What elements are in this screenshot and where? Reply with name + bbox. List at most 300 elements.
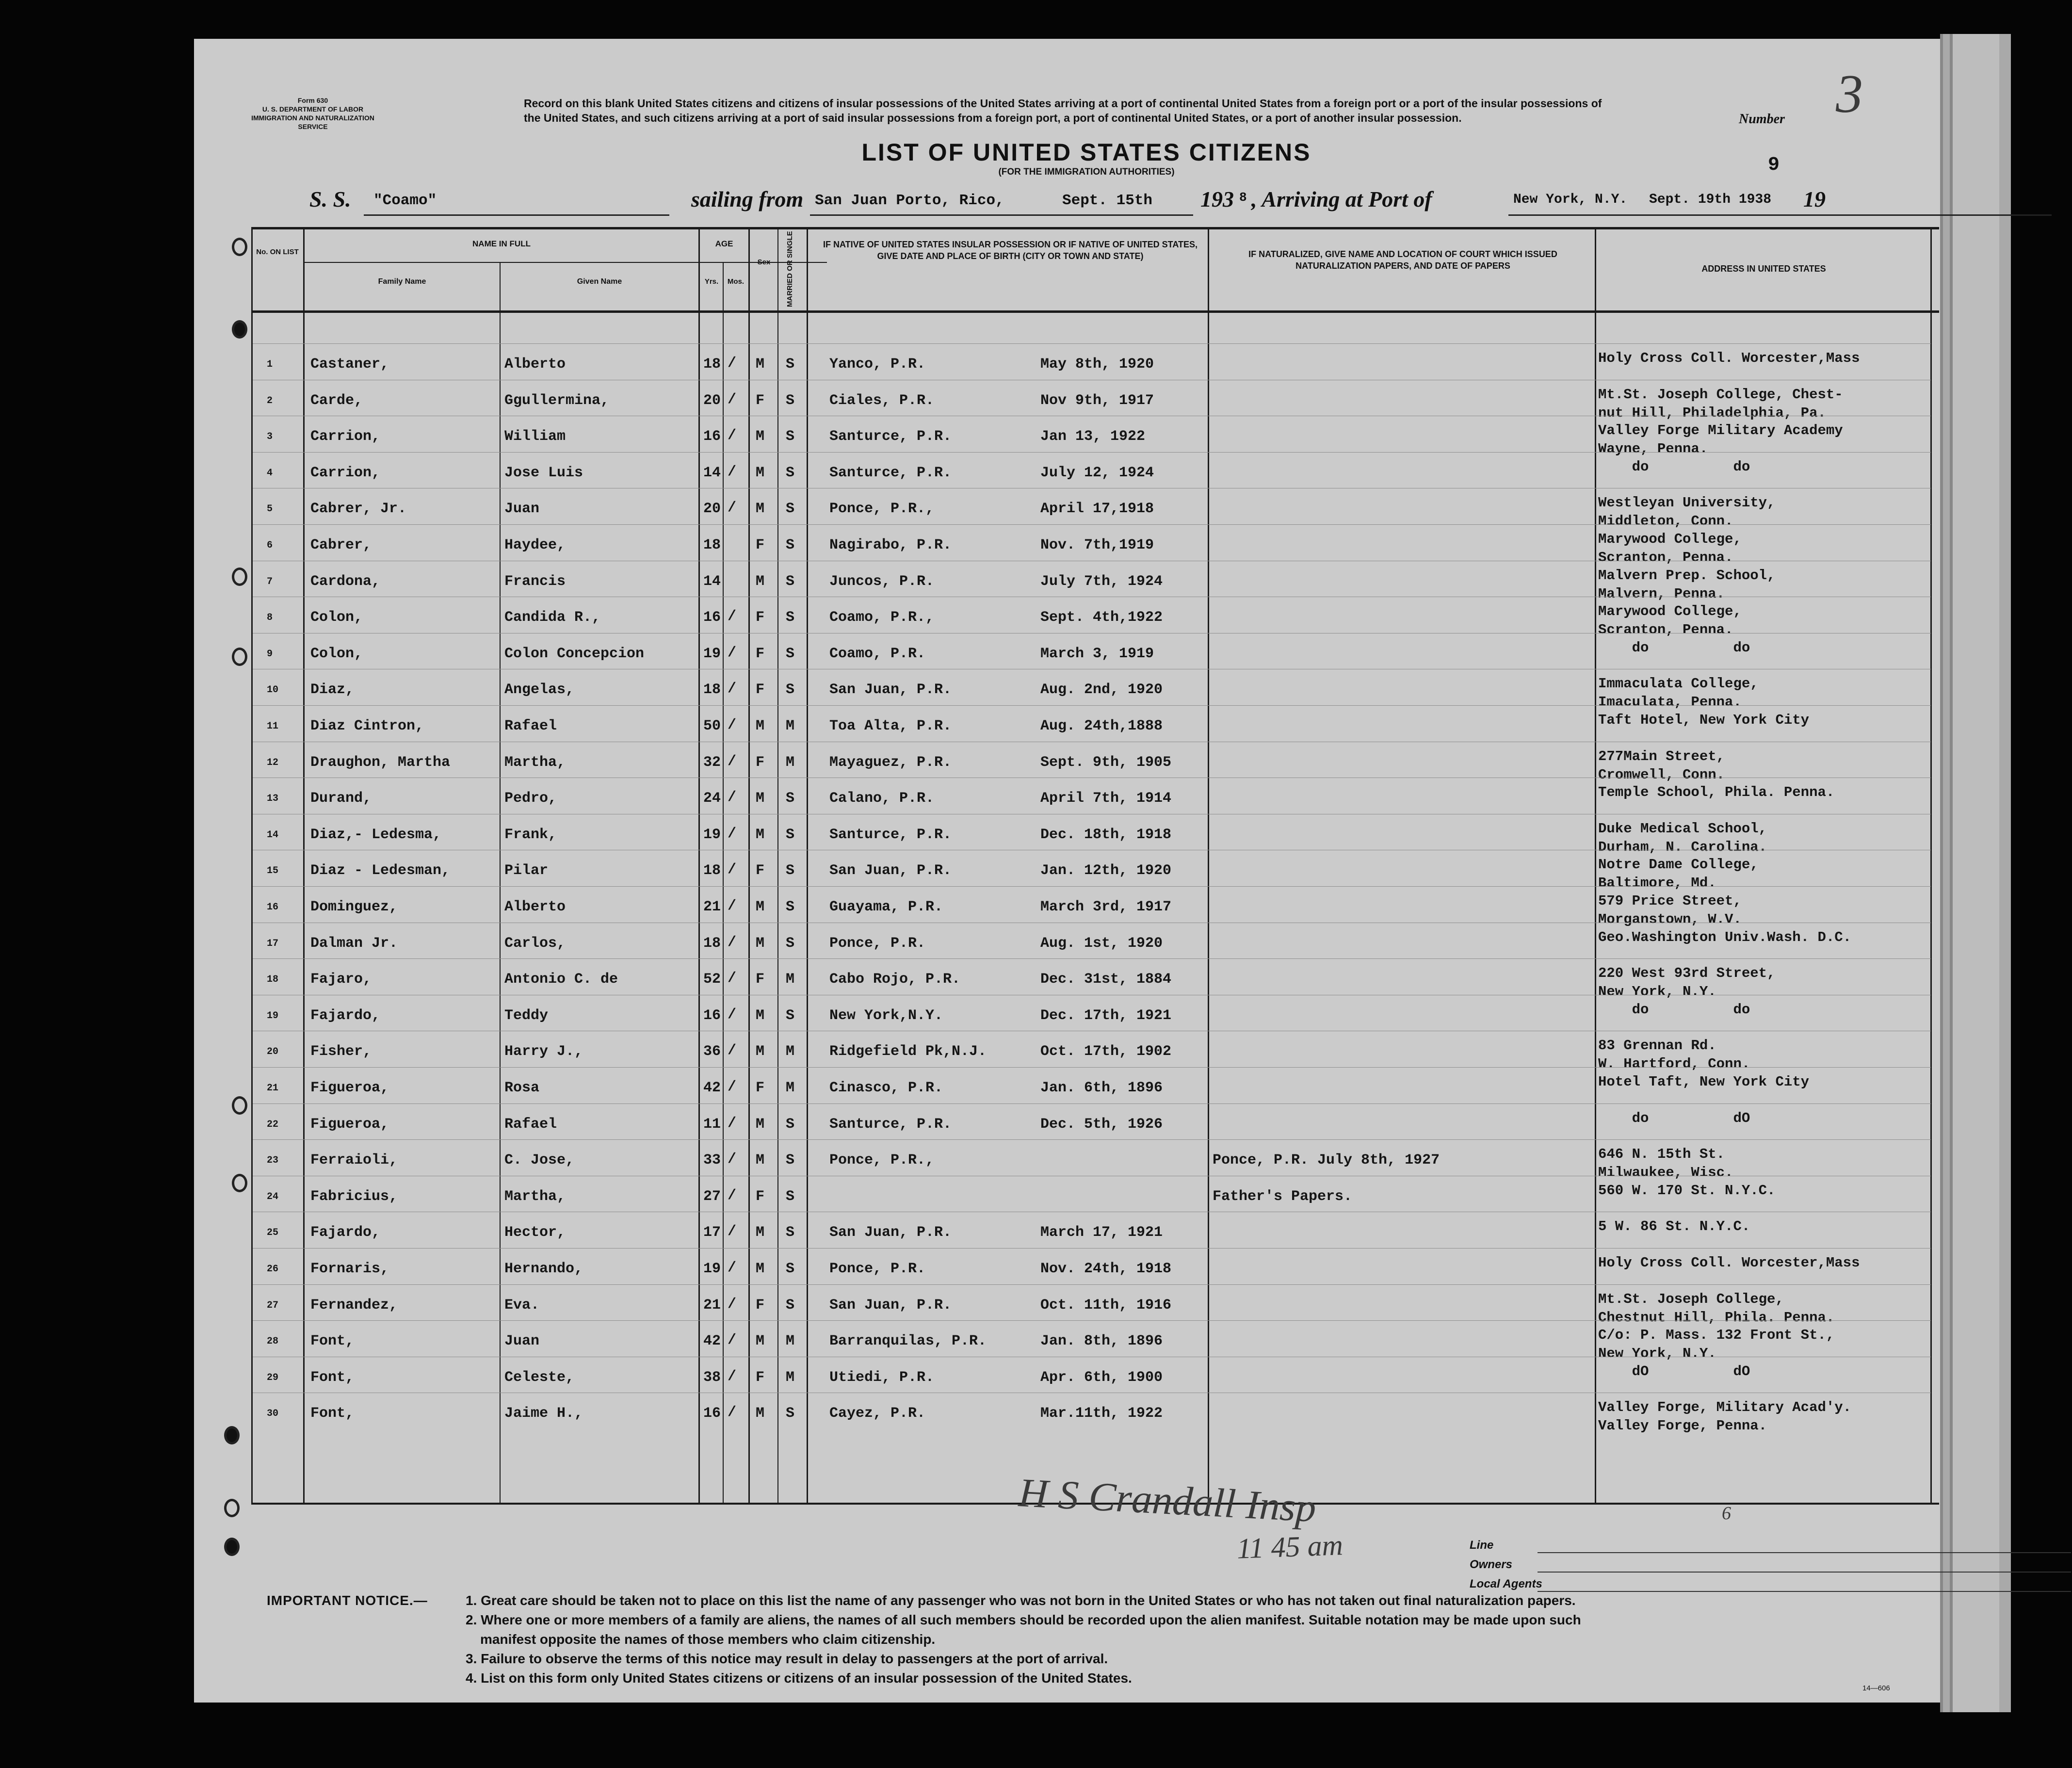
age-months: / [728,934,737,951]
us-address: 5 W. 86 St. N.Y.C. [1598,1218,1750,1235]
inspector-signature: H S Crandall Insp [1017,1470,1317,1531]
row-rule [253,1067,1931,1068]
row-number: 28 [267,1336,279,1347]
table-row [194,1144,1930,1180]
birth-date: March 3, 1919 [1040,645,1154,662]
arriving-label: , Arriving at Port of [1251,187,1432,211]
birth-date: Dec. 5th, 1926 [1040,1116,1163,1133]
table-row [194,927,1930,963]
marital-status: S [786,501,795,518]
row-rule [253,452,1931,453]
us-address: C/o: P. Mass. 132 Front St., New York, N.Y. [1598,1327,1835,1362]
sex: F [756,971,765,988]
given-name: Harry J., [504,1043,583,1060]
family-name: Ferraioli, [310,1152,398,1169]
handwritten-time: 11 45 am [1236,1529,1344,1565]
ss-label: S. S. [309,187,351,211]
family-name: Colon, [310,609,363,626]
birth-date: July 12, 1924 [1040,464,1154,481]
col-header-name: NAME IN FULL [472,239,531,248]
us-address: Marywood College, Scranton, Penna. [1598,531,1742,566]
birth-date: Jan. 6th, 1896 [1040,1080,1163,1096]
birth-date: Jan. 12th, 1920 [1040,862,1172,879]
birth-place: Coamo, P.R. [829,645,926,662]
age-months: / [728,861,737,878]
sex: M [756,899,765,915]
marital-status: S [786,1297,795,1314]
us-address: dO dO [1598,1363,1750,1379]
sex: F [756,537,765,553]
marital-status: S [786,1007,795,1024]
birth-date: April 17,1918 [1040,501,1154,518]
birth-date: April 7th, 1914 [1040,790,1172,807]
birth-date: Sept. 4th,1922 [1040,609,1163,626]
sex: F [756,1369,765,1386]
given-name: Hernando, [504,1261,583,1277]
sailing-label: sailing from [691,187,804,211]
row-number: 14 [267,829,279,841]
birth-place: Mayaguez, P.R. [829,754,952,771]
birth-place: Nagirabo, P.R. [829,537,952,553]
us-address: Westleyan University, Middleton, Conn. [1598,495,1776,530]
birth-place: New York,N.Y. [829,1007,943,1024]
age-years: 18 [703,935,721,952]
sex: M [756,501,765,518]
age-years: 27 [703,1188,721,1205]
age-months: / [728,1115,737,1132]
row-number: 3 [267,431,273,443]
row-number: 6 [267,540,273,551]
age-years: 32 [703,754,721,771]
page-subtitle: (FOR THE IMMIGRATION AUTHORITIES) [998,167,1175,177]
age-months: / [728,970,737,987]
row-number: 26 [267,1264,279,1275]
birth-date: Oct. 11th, 1916 [1040,1297,1172,1314]
birth-place: Toa Alta, P.R. [829,718,952,734]
age-years: 16 [703,609,721,626]
birth-place: Barranquilas, P.R. [829,1333,987,1350]
birth-place: Santurce, P.R. [829,1116,952,1133]
marital-status: S [786,609,795,626]
page-title: LIST OF UNITED STATES CITIZENS [861,139,1311,166]
row-number: 2 [267,395,273,406]
us-address: do do [1598,458,1750,475]
us-address: 646 N. 15th St. Milwaukee, Wisc. [1598,1146,1733,1181]
table-row [194,1181,1930,1217]
table-row [194,963,1930,999]
row-number: 13 [267,793,279,805]
birth-place: Cabo Rojo, P.R. [829,971,961,988]
given-name: Alberto [504,356,566,373]
given-name: Frank, [504,826,557,843]
table-row [194,891,1930,927]
row-number: 19 [267,1010,279,1022]
row-number: 23 [267,1155,279,1167]
birth-date: Sept. 9th, 1905 [1040,754,1172,771]
birth-place: Cayez, P.R. [829,1405,926,1422]
family-name: Fajardo, [310,1007,381,1024]
birth-date: Nov. 24th, 1918 [1040,1261,1172,1277]
table-row [194,566,1930,601]
row-rule [253,1248,1931,1249]
notice-item: 2. Where one or more members of a family are aliens, the names of all such members should be recorded upon the alien manifest. Suitable notation may be made upon such [466,1612,1581,1627]
sex: F [756,754,765,771]
table-row [194,493,1930,529]
birth-date: May 8th, 1920 [1040,356,1154,373]
table-row [194,1217,1930,1252]
birth-date: Jan 13, 1922 [1040,428,1146,445]
marital-status: S [786,1261,795,1277]
family-name: Dominguez, [310,899,398,915]
table-row [194,746,1930,782]
marital-status: S [786,1188,795,1205]
col-header-birth: IF NATIVE OF UNITED STATES INSULAR POSSESSION OR IF NATIVE OF UNITED STATES, GIVE DATE AND PLACE OF BIRTH (CITY OR TOWN AND STATE) [823,240,1198,261]
page-edge-inner [1950,34,1999,1712]
age-years: 20 [703,501,721,518]
birth-place: San Juan, P.R. [829,862,952,879]
line-field [1538,1552,2071,1553]
family-name: Durand, [310,790,372,807]
row-number: 20 [267,1046,279,1058]
table-row [194,1036,1930,1071]
birth-place: Cinasco, P.R. [829,1080,943,1096]
year-suffix: 8 [1239,190,1247,205]
col-header-sex: Sex [757,258,771,266]
col-header-naturalized: IF NATURALIZED, GIVE NAME AND LOCATION OF COURT WHICH ISSUED NATURALIZATION PAPERS, AND DATE OF PAPERS [1248,249,1557,271]
family-name: Font, [310,1369,355,1386]
age-months: / [728,644,737,661]
age-years: 11 [703,1116,721,1133]
marital-status: S [786,681,795,698]
birth-date: Mar.11th, 1922 [1040,1405,1163,1422]
marital-status: S [786,573,795,590]
sex: M [756,356,765,373]
family-name: Cabrer, Jr. [310,501,407,518]
given-name: Pilar [504,862,549,879]
birth-place: Calano, P.R. [829,790,935,807]
us-address: Temple School, Phila. Penna. [1598,784,1835,801]
family-name: Diaz Cintron, [310,718,424,734]
us-address: Marywood College, Scranton, Penna. [1598,603,1742,638]
us-address: Mt.St. Joseph College, Chestnut Hill, Phila. Penna. [1598,1291,1835,1326]
given-name: Francis [504,573,566,590]
birth-place: Santurce, P.R. [829,428,952,445]
given-name: Juan [504,1333,540,1350]
age-months: / [728,1260,737,1276]
family-name: Font, [310,1333,355,1350]
family-name: Cardona, [310,573,381,590]
marital-status: S [786,464,795,481]
birth-place: Yanco, P.R. [829,356,926,373]
age-months: / [728,1368,737,1385]
notice-lead: IMPORTANT NOTICE.— [267,1593,428,1608]
family-name: Castaner, [310,356,389,373]
sex: M [756,1152,765,1169]
age-years: 52 [703,971,721,988]
age-months: / [728,753,737,770]
row-number: 21 [267,1083,279,1094]
birth-place: Ponce, P.R. [829,935,926,952]
birth-place: San Juan, P.R. [829,1297,952,1314]
marital-status: M [786,1080,795,1096]
table-row [194,782,1930,818]
row-number: 18 [267,974,279,986]
birth-date: Nov 9th, 1917 [1040,392,1154,409]
sex: M [756,1116,765,1133]
birth-place: Guayama, P.R. [829,899,943,915]
birth-place: Coamo, P.R., [829,609,935,626]
birth-place: Ponce, P.R., [829,1152,935,1169]
age-months: / [728,681,737,697]
sex: F [756,1080,765,1096]
owners-field [1538,1572,2071,1573]
age-months: / [728,500,737,517]
table-row [194,638,1930,674]
family-name: Font, [310,1405,355,1422]
birth-date: Aug. 24th,1888 [1040,718,1163,734]
col-header-no: No. ON LIST [256,248,299,256]
arrival-port: New York, N.Y. [1513,192,1628,207]
given-name: Colon Concepcion [504,645,645,662]
table-row [194,529,1930,565]
given-name: Jose Luis [504,464,583,481]
marital-status: S [786,1405,795,1422]
sex: M [756,1261,765,1277]
sex: M [756,718,765,734]
age-years: 16 [703,1007,721,1024]
col-header-address: ADDRESS IN UNITED STATES [1701,264,1826,274]
sex: M [756,1043,765,1060]
us-address: Geo.Washington Univ.Wash. D.C. [1598,929,1852,945]
row-rule [253,524,1931,525]
age-years: 19 [703,826,721,843]
birth-date: Nov. 7th,1919 [1040,537,1154,553]
age-months: / [728,427,737,444]
row-number: 1 [267,359,273,370]
age-months: / [728,1079,737,1095]
sex: M [756,1333,765,1350]
row-number: 5 [267,503,273,515]
table-row [194,855,1930,891]
age-months: / [728,355,737,372]
notice-item: 4. List on this form only United States citizens or citizens of an insular possession of the United States. [466,1671,1132,1686]
family-name: Carde, [310,392,363,409]
us-address: Immaculata College, Imaculata, Penna. [1598,676,1759,711]
row-rule [253,958,1931,959]
sex: F [756,609,765,626]
col-header-married: MARRIED OR SINGLE [786,231,794,308]
birth-place: Santurce, P.R. [829,464,952,481]
sex: M [756,935,765,952]
row-number: 11 [267,721,279,732]
arrival-date: Sept. 19th 1938 [1649,192,1772,207]
header-note: Record on this blank United States citizens and citizens of insular possessions of the United States arriving at a port of continental United States from a foreign port or a port of the insular possessions of the United States, and such citizens arriving at a port of said insular possessions from a foreign port, a port of continental United States, or a port of another insular possession. [524,97,1602,124]
us-address: 277Main Street, Cromwell, Conn. [1598,748,1725,783]
us-address: 83 Grennan Rd. W. Hartford, Conn. [1598,1038,1750,1072]
marital-status: S [786,428,795,445]
family-name: Carrion, [310,428,381,445]
given-name: Jaime H., [504,1405,583,1422]
age-years: 14 [703,573,721,590]
age-months: / [728,717,737,733]
ship-name: "Coamo" [373,192,437,209]
marital-status: S [786,392,795,409]
form-code: 14—606 [1862,1684,1890,1692]
row-rule [253,1139,1931,1140]
notice-item: 1. Great care should be taken not to place on this list the name of any passenger who was not born in the United States or who has not taken out final naturalization papers. [466,1593,1576,1608]
age-years: 19 [703,1261,721,1277]
table-row [194,1253,1930,1289]
sex: F [756,645,765,662]
family-name: Carrion, [310,464,381,481]
table-row [194,674,1930,710]
row-number: 27 [267,1299,279,1311]
col-header-mos: Mos. [727,277,745,286]
row-number: 29 [267,1372,279,1383]
row-number: 4 [267,467,273,479]
row-rule [253,343,1931,344]
table-row [194,1072,1930,1108]
birth-date: Oct. 17th, 1902 [1040,1043,1172,1060]
page-count: 6 [1722,1503,1731,1524]
marital-status: S [786,1116,795,1133]
marital-status: S [786,356,795,373]
family-name: Fajaro, [310,971,372,988]
family-name: Fisher, [310,1043,372,1060]
given-name: Haydee, [504,537,566,553]
marital-status: S [786,790,795,807]
family-name: Dalman Jr. [310,935,398,952]
age-years: 16 [703,1405,721,1422]
row-number: 24 [267,1191,279,1202]
row-number: 15 [267,865,279,877]
us-address: Taft Hotel, New York City [1598,712,1810,728]
given-name: Rafael [504,1116,557,1133]
birth-date: March 17, 1921 [1040,1224,1163,1241]
sex: M [756,464,765,481]
row-rule [253,886,1931,887]
age-months: / [728,789,737,806]
us-address: Holy Cross Coll. Worcester,Mass [1598,1255,1860,1271]
age-years: 14 [703,464,721,481]
age-months: / [728,898,737,914]
birth-place: Santurce, P.R. [829,826,952,843]
sex: F [756,862,765,879]
family-name: Fabricius, [310,1188,398,1205]
table-row [194,348,1930,384]
marital-status: S [786,862,795,879]
department-name: U. S. DEPARTMENT OF LABOR [262,105,364,113]
table-row [194,1397,1930,1433]
age-years: 19 [703,645,721,662]
age-years: 21 [703,899,721,915]
given-name: Teddy [504,1007,549,1024]
age-months: / [728,1151,737,1168]
sex: M [756,1007,765,1024]
us-address: 579 Price Street, Morganstown, W.V. [1598,893,1742,927]
handwritten-number: 3 [1836,64,1863,124]
passenger-table [194,39,1940,1542]
birth-date: Dec. 17th, 1921 [1040,1007,1172,1024]
marital-status: S [786,537,795,553]
us-address: Hotel Taft, New York City [1598,1074,1810,1090]
age-years: 24 [703,790,721,807]
row-number: 12 [267,757,279,768]
age-years: 18 [703,681,721,698]
notice-item: manifest opposite the names of those members who claim citizenship. [480,1632,936,1647]
age-months: / [728,1006,737,1023]
age-months: / [728,608,737,625]
arrival-year: 19 [1803,187,1826,211]
naturalization: Ponce, P.R. July 8th, 1927 [1213,1152,1440,1169]
family-name: Colon, [310,645,363,662]
age-years: 20 [703,392,721,409]
age-months: / [728,1404,737,1421]
family-name: Figueroa, [310,1080,389,1096]
sex: M [756,573,765,590]
given-name: Ggullermina, [504,392,610,409]
us-address: Malvern Prep. School, Malvern, Penna. [1598,567,1776,602]
given-name: Pedro, [504,790,557,807]
col-header-age: AGE [715,239,733,248]
table-top-rule [251,227,1939,229]
age-years: 17 [703,1224,721,1241]
line-label: Line [1470,1539,1494,1552]
row-rule [253,705,1931,706]
family-name: Figueroa, [310,1116,389,1133]
local-agents-field [1538,1591,2071,1592]
table-row [194,385,1930,421]
age-years: 38 [703,1369,721,1386]
given-name: Carlos, [504,935,566,952]
given-name: Hector, [504,1224,566,1241]
given-name: Martha, [504,754,566,771]
age-months: / [728,1332,737,1349]
us-address: Valley Forge Military Academy Wayne, Penna. [1598,422,1843,457]
given-name: William [504,428,566,445]
marital-status: S [786,1152,795,1169]
table-row [194,1325,1930,1361]
row-number: 9 [267,648,273,660]
family-name: Draughon, Martha [310,754,451,771]
us-address: 560 W. 170 St. N.Y.C. [1598,1182,1776,1199]
table-header-rule [251,310,1939,313]
given-name: Angelas, [504,681,575,698]
col-header-yrs: Yrs. [704,277,719,286]
given-name: Rosa [504,1080,540,1096]
departure-date: Sept. 15th [1062,192,1153,209]
row-number: 16 [267,902,279,913]
given-name: Rafael [504,718,557,734]
marital-status: M [786,1369,795,1386]
service-name: IMMIGRATION AND NATURALIZATION SERVICE [251,114,374,130]
us-address: Valley Forge, Military Acad'y. Valley Forge, Penna. [1598,1399,1852,1434]
row-number: 7 [267,576,273,587]
age-months: / [728,1042,737,1059]
birth-date: July 7th, 1924 [1040,573,1163,590]
age-years: 42 [703,1080,721,1096]
sex: F [756,681,765,698]
us-address: 220 West 93rd Street, New York, N.Y. [1598,965,1776,1000]
owners-label: Owners [1470,1558,1513,1571]
us-address: Duke Medical School, Durham, N. Carolina. [1598,820,1767,855]
age-years: 33 [703,1152,721,1169]
sex: F [756,392,765,409]
birth-date: Dec. 18th, 1918 [1040,826,1172,843]
sex: M [756,1405,765,1422]
table-row [194,421,1930,456]
stamped-number: 9 [1768,154,1780,176]
